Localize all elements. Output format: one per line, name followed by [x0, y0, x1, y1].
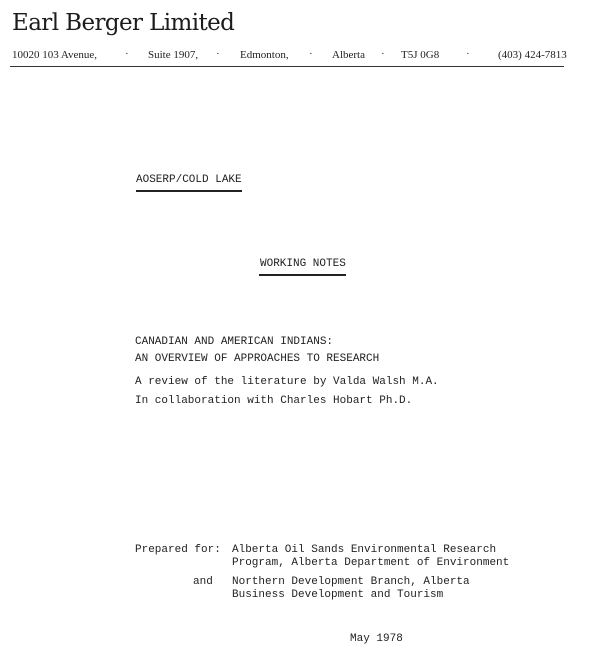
prepared-for-2a: Northern Development Branch, Alberta — [232, 576, 470, 588]
series-underline — [136, 190, 242, 192]
address-city: Edmonton, — [240, 49, 289, 61]
series-title: AOSERP/COLD LAKE — [136, 174, 242, 186]
collaboration-line: In collaboration with Charles Hobart Ph.D. — [135, 395, 413, 407]
title-line-2: AN OVERVIEW OF APPROACHES TO RESEARCH — [135, 353, 380, 365]
separator-dot: · — [466, 48, 470, 60]
prepared-for-1a: Alberta Oil Sands Environmental Research — [232, 544, 497, 556]
separator-dot: · — [216, 48, 220, 60]
and-label: and — [193, 576, 213, 588]
address-postal: T5J 0G8 — [401, 49, 440, 61]
prepared-for-label: Prepared for: — [135, 544, 221, 556]
document-type: WORKING NOTES — [260, 258, 346, 270]
prepared-for-1b: Program, Alberta Department of Environment — [232, 557, 510, 569]
separator-dot: · — [381, 48, 385, 60]
title-line-1: CANADIAN AND AMERICAN INDIANS: — [135, 336, 334, 348]
letterhead-divider — [10, 66, 564, 67]
separator-dot: · — [125, 48, 129, 60]
separator-dot: · — [309, 48, 313, 60]
document-type-underline — [259, 274, 346, 276]
document-date: May 1978 — [350, 633, 403, 645]
address-street: 10020 103 Avenue, — [12, 49, 98, 61]
company-name: Earl Berger Limited — [12, 10, 235, 36]
address-phone: (403) 424-7813 — [498, 49, 567, 61]
author-line: A review of the literature by Valda Walsh M.A. — [135, 376, 439, 388]
address-suite: Suite 1907, — [148, 49, 199, 61]
address-province: Alberta — [332, 49, 365, 61]
prepared-for-2b: Business Development and Tourism — [232, 589, 444, 601]
